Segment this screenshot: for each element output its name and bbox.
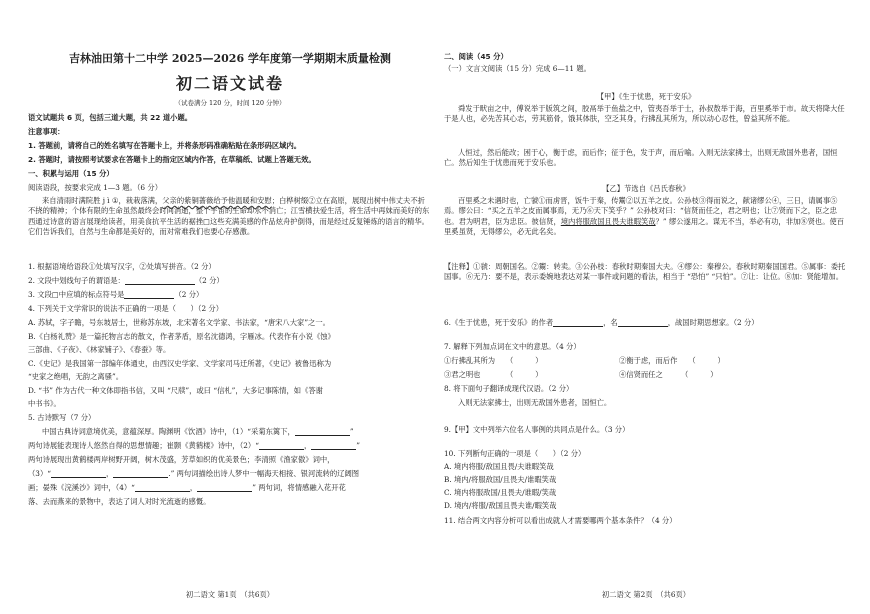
answer-blank[interactable]	[197, 483, 252, 492]
q5-line-3: 两句诗展现出黄鹤楼两岸树野开阔，树木茂盛，芳草如织的优美景色；李清照《渔家傲》词中，	[28, 455, 335, 464]
question-8: 8. 将下面句子翻译成现代汉语。（2 分）	[444, 384, 574, 393]
answer-blank[interactable]	[618, 318, 668, 327]
q4-option-b-cont: 三部曲、《子夜》、《林家铺子》、《春蚕》等。	[28, 345, 171, 354]
q8-sentence: 入则无法家拂士，出则无敌国外患者，国恒亡。	[458, 398, 612, 407]
left-page	[28, 0, 432, 614]
q5-line-1: 中国古典诗词意境优美，意蕴深厚。陶渊明《饮酒》诗中，（1）“采菊东篱下， ”	[42, 427, 354, 436]
question-5: 5. 古诗默写（7 分）	[28, 413, 96, 422]
question-1: 1. 根据语境给语段①处填写汉字，②处填写拼音。（2 分）	[28, 262, 216, 271]
q5-line-4: （3）“ ， .” 两句词描绘出诗人梦中一幅海天相接、银河流转的辽阔图	[28, 469, 360, 478]
answer-blank[interactable]	[124, 290, 174, 299]
subject-title: 初二语文试卷	[175, 74, 284, 93]
jia-title: 【甲】《生于忧患，死于安乐》	[596, 92, 696, 101]
q7-items-row-1: ①行拂乱其所为 （ ） ②衡于虑，而后作 （ ）	[444, 356, 725, 365]
page-footer: 初二语文 第1页 （共6页）	[185, 590, 275, 599]
answer-blank[interactable]	[125, 276, 195, 285]
question-4: 4. 下列关于文学常识的说法不正确的一项是（ ）（2 分）	[28, 304, 224, 313]
answer-blank[interactable]	[311, 441, 356, 450]
yi-paragraph: 百里奚之未遇时也，亡虢①而虏晋，饭牛于秦，传鬻②以五羊之皮。公孙枝③得而说之，献诸缪公④，三日，请属事⑤焉。缪公曰：“买之五羊之皮而属事焉，无乃⑥天下笑乎？” 公孙枝对曰：“信贤而任之，君之明也；让⑦贤而下之，臣之忠也。君为明君，臣为忠臣。彼信贤，境内将服敌国且畏夫谁暇笑哉？” 缪公遂用之。谋无不当，举必有功，非加⑧贤也。使百里奚虽贤，无得缪公，必无此名矣。	[444, 196, 845, 237]
question-2: 2. 文段中划线句子的谓语是： （2 分）	[28, 276, 224, 285]
q4-option-c: C.《史记》是我国第一部编年体通史，由西汉史学家、文学家司马迁所著，《史记》被鲁迅称为	[28, 359, 332, 368]
question-3: 3. 文段□中应填的标点符号是 （2 分）	[28, 290, 204, 299]
question-7: 7. 解释下列加点词在文中的意思。（4 分）	[444, 342, 581, 351]
subsection-1-heading: （一）文言文阅读（15 分）完成 6—11 题。	[444, 64, 591, 73]
q10-option-d: D. 境内/将服/敌国且畏夫谁/暇笑哉	[444, 501, 557, 510]
q5-line-2: 两句诗展能表现诗人悠然自得的思想情趣；崔颢《黄鹤楼》诗中，（2）“ ， ”	[28, 441, 360, 450]
question-9: 9.【甲】文中列举六位名人事例的共同点是什么。（3 分）	[444, 425, 630, 434]
question-10: 10. 下列断句正确的一项是（ ）（2 分）	[444, 449, 586, 458]
q4-option-d-cont: 中书书》。	[28, 399, 61, 408]
answer-blank[interactable]	[113, 469, 168, 478]
q1-3-intro: 阅读语段，按要求完成 1—3 题。（6 分）	[28, 183, 162, 192]
section-2-heading: 二、阅读（45 分）	[444, 52, 508, 61]
reading-passage: 来自清雨时满院胜 j ì ①，栽栽落满，父亲的紫铜蔷薇给予他温暖和安慰；白桦树缀②立在高原，展现出树中伟丈夫不折不挠的精神；个体有限的生命虽然最终会时间消逝，整个宇宙的生命却永不消亡；江雪横扶爱生活，将生活中再妹而美好的东西通过诗意的语言展现给读者，用美食抗平生活的裾挫□这些充满美感的作品炫舟护倒得，而是经过反复锤炼的语言的精华。它们告诉我们，自然与生命都是美好的，而对常难我们也要心存感激。	[28, 196, 430, 237]
exam-title: 吉林油田第十二中学 2025—2026 学年度第一学期期末质量检测	[69, 52, 391, 65]
q10-option-a: A. 境内将服/敌国且畏/夫谁暇笑哉	[444, 462, 554, 471]
yi-title: 【乙】节选自《吕氏春秋》	[602, 184, 690, 193]
answer-blank[interactable]	[51, 469, 106, 478]
q5-line-5: 画；晏殊《浣溪沙》词中，（4）“ ， ” 两句词，将情感融入花开花	[28, 483, 346, 492]
q5-line-6: 落、去而燕来的景物中，表达了词人对时光流逝的感慨。	[28, 497, 211, 506]
page-footer: 初二语文 第2页 （共6页）	[601, 590, 691, 599]
notice-2: 2. 答题时，请按照考试要求在答题卡上的指定区域内作答，在草稿纸、试题上答题无效。	[28, 155, 316, 164]
jia-paragraph-2: 人恒过，然后能改；困于心，衡于虑，而后作；征于色，发于声，而后喻。入则无法家拂士，出则无敌国外患者，国恒亡。然后知生于忧患而死于安乐也。	[444, 148, 838, 168]
section-1-heading: 一、积累与运用（15 分）	[28, 169, 114, 178]
answer-blank[interactable]	[295, 427, 350, 436]
score-note: （试卷满分 120 分，时间 120 分钟）	[174, 99, 286, 107]
q4-option-c-cont: “史家之绝唱，无韵之离骚”。	[28, 372, 124, 381]
jia-paragraph-1: 舜发于畎亩之中，傅说举于版筑之间，胶鬲举于鱼盐之中，管夷吾举于士，孙叔敖举于海，百里奚举于市。故天将降大任于是人也，必先苦其心志，劳其筋骨，饿其体肤，空乏其身，行拂乱其所为，所以动心忍性，曾益其所不能。	[444, 104, 845, 124]
answer-blank[interactable]	[135, 483, 190, 492]
notice-1: 1. 答题前，请将自己的姓名填写在答题卡上，并将条形码准确粘贴在条形码区域内。	[28, 141, 302, 150]
exam-info: 语文试题共 6 页，包括三道大题，共 22 道小题。	[28, 113, 193, 122]
q4-option-d: D. “书” 作为古代一种文体即指书信，又叫 “尺牍”，或曰 “信札”，大多记事陈情，如《答谢	[28, 386, 323, 395]
notice-heading: 注意事项：	[28, 127, 65, 136]
question-6: 6.《生于忧患，死于安乐》的作者 ，名 ，战国时期思想家。（2 分）	[444, 318, 759, 327]
underlined-sentence: 境内将服敌国且畏夫谁暇笑哉	[560, 216, 656, 226]
q4-option-b: B.《白杨礼赞》是一篇托物言志的散文，作者茅盾，原名沈德鸿，字雁冰。代表作有小说《蚀》	[28, 332, 335, 341]
question-11: 11. 结合两文内容分析可以看出成就人才需要哪两个基本条件？（4 分）	[444, 516, 677, 525]
answer-blank[interactable]	[553, 318, 603, 327]
answer-blank[interactable]	[259, 441, 304, 450]
right-page	[444, 0, 848, 614]
q7-items-row-2: ③君之明也 （ ） ④信贤而任之 （ ）	[444, 370, 718, 379]
q10-option-c: C. 境内将服敌国/且畏夫/谁暇/笑哉	[444, 488, 557, 497]
q10-option-b: B. 境内/将服敌国/且畏夫/谁暇笑哉	[444, 475, 557, 484]
annotations: 【注释】①虢：周朝国名。②鬻：转卖。③公孙枝：春秋时期秦国大夫。④缪公：秦穆公。春秋时期秦国国君。⑤属事：委托国事。⑥无乃：要不是，表示委婉地表达对某一事件或问题的看法，相当于 “恐怕” “只怕”。⑦让：让位。⑧加：贤能增加。	[444, 262, 846, 282]
wavy-underline-sentence: 父亲的紫铜蔷薇给予他温暖和安慰	[162, 196, 272, 205]
q4-option-a: A. 苏轼，字子瞻，号东坡居士，世称苏东坡，北宋著名文学家、书法家，“唐宋八大家”之一。	[28, 318, 330, 327]
